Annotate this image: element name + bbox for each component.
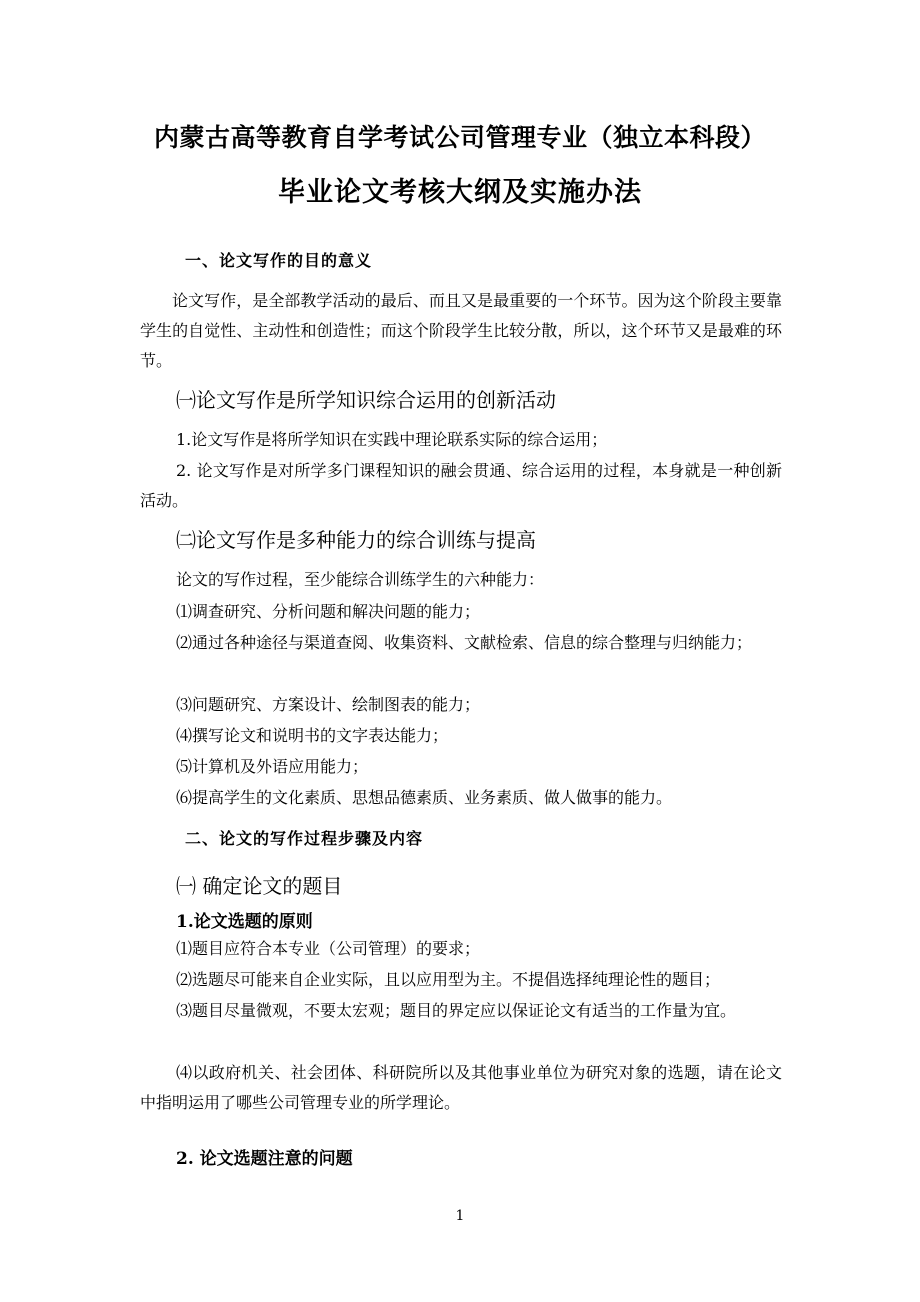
ability-item: ⑶问题研究、方案设计、绘制图表的能力； — [176, 695, 481, 714]
section1-intro: 论文写作，是全部教学活动的最后、而且又是最重要的一个环节。因为这个阶段主要靠学生的自觉性、主动性和创造性；而这个阶段学生比较分散，所以，这个环节又是最难的环节。 — [140, 291, 782, 370]
section2-sub1-heading: ㈠ 确定论文的题目 — [176, 874, 343, 898]
selection-principles-heading: 1.论文选题的原则 — [176, 912, 313, 932]
ability-item: ⑴调查研究、分析问题和解决问题的能力； — [176, 602, 481, 621]
section1-sub1-item2: 2. 论文写作是对所学多门课程知识的融会贯通、综合运用的过程，本身就是一种创新活动。 — [140, 461, 782, 510]
document-title-line2: 毕业论文考核大纲及实施办法 — [278, 177, 642, 208]
section1-sub1-heading: ㈠论文写作是所学知识综合运用的创新活动 — [176, 388, 556, 412]
ability-item: ⑸计算机及外语应用能力； — [176, 757, 369, 776]
ability-item: ⑷撰写论文和说明书的文字表达能力； — [176, 726, 449, 745]
principle-item: ⑵选题尽可能来自企业实际，且以应用型为主。不提倡选择纯理论性的题目； — [176, 970, 721, 989]
section2-heading: 二、论文的写作过程步骤及内容 — [185, 829, 424, 848]
ability-item: ⑹提高学生的文化素质、思想品德素质、业务素质、做人做事的能力。 — [176, 788, 673, 807]
section1-sub1-item1: 1.论文写作是将所学知识在实践中理论联系实际的综合运用； — [176, 430, 608, 449]
section1-sub2-intro: 论文的写作过程，至少能综合训练学生的六种能力： — [176, 570, 545, 589]
ability-item: ⑵通过各种途径与渠道查阅、收集资料、文献检索、信息的综合整理与归纳能力； — [176, 633, 753, 652]
section1-sub2-heading: ㈡论文写作是多种能力的综合训练与提高 — [176, 528, 536, 552]
document-title-line1: 内蒙古高等教育自学考试公司管理专业（独立本科段） — [153, 123, 766, 152]
section1-heading: 一、论文写作的目的意义 — [185, 251, 373, 270]
principle-item: ⑶题目尽量微观，不要太宏观；题目的界定应以保证论文有适当的工作量为宜。 — [176, 1001, 737, 1020]
selection-notes-heading: 2. 论文选题注意的问题 — [176, 1149, 353, 1169]
principle-item: ⑷以政府机关、社会团体、科研院所以及其他事业单位为研究对象的选题，请在论文中指明运用了哪些公司管理专业的所学理论。 — [140, 1063, 782, 1112]
principle-item: ⑴题目应符合本专业（公司管理）的要求； — [176, 939, 481, 958]
page-number: 1 — [455, 1208, 465, 1224]
